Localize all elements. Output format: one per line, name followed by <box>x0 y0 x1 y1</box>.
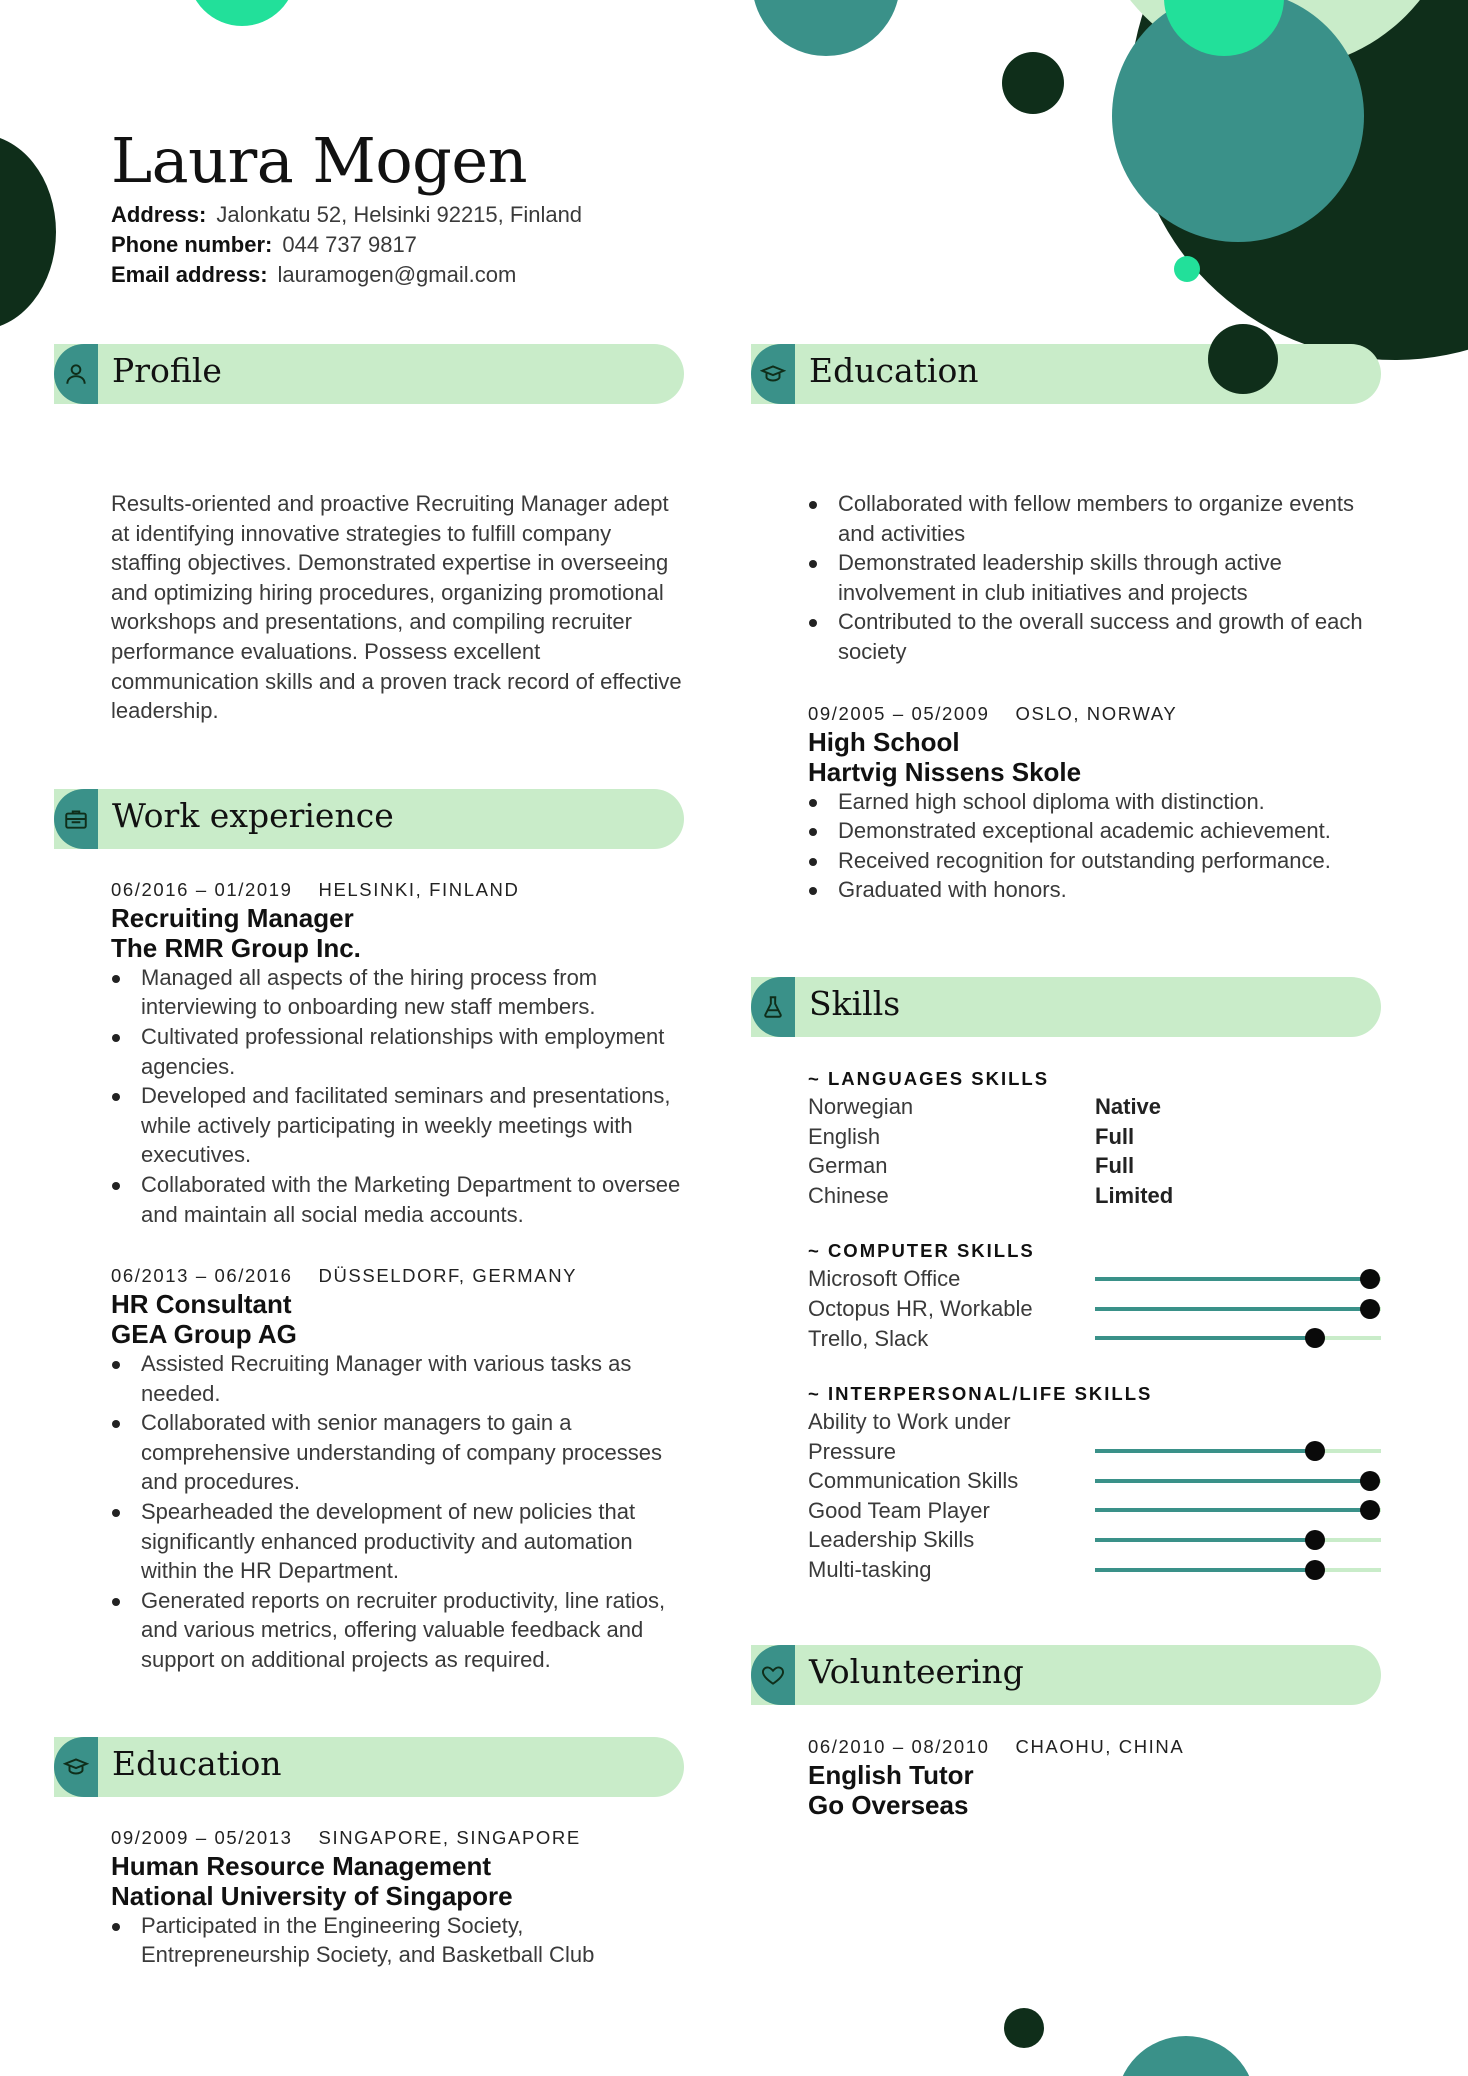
graduation-cap-icon <box>751 344 795 404</box>
email-value: lauramogen@gmail.com <box>277 262 517 287</box>
education-header-left <box>54 1737 684 1797</box>
job-entry <box>111 877 684 1229</box>
language-row <box>808 1092 1381 1122</box>
decor-circle-dark-small-top <box>1002 52 1064 114</box>
edu-dates: 09/2009 – 05/2013 <box>111 1826 293 1848</box>
education-title-right: Education <box>809 351 979 390</box>
volunteer-dates: 06/2010 – 08/2010 <box>808 1735 990 1757</box>
job-company: GEA Group AG <box>111 1319 297 1350</box>
work-title: Work experience <box>112 795 394 835</box>
education-section-right <box>751 344 1381 905</box>
language-level: Native <box>1095 1093 1162 1119</box>
skill-name: Good Team Player <box>808 1497 990 1523</box>
interpersonal-skill-row <box>808 1466 1381 1496</box>
list-item: Assisted Recruiting Manager with various tasks as needed. <box>111 1349 684 1408</box>
computer-skill-row <box>808 1324 1381 1354</box>
language-name: English <box>808 1123 881 1149</box>
skill-level-fill <box>1095 1277 1370 1281</box>
decor-dot-mint <box>1174 256 1200 282</box>
edu-degree: Human Resource Management <box>111 1850 491 1881</box>
volunteering-section <box>751 1645 1381 1820</box>
language-level: Full <box>1095 1153 1135 1179</box>
job-entry <box>111 1263 684 1675</box>
email-label: Email address: <box>111 262 268 287</box>
skill-name: Ability to Work under Pressure <box>808 1409 1011 1464</box>
computer-skill-row <box>808 1264 1381 1294</box>
computer-skill-row <box>808 1294 1381 1324</box>
job-meta <box>111 1263 684 1289</box>
job-bullets <box>111 963 684 1229</box>
edu-location: OSLO, NORWAY <box>1015 702 1178 724</box>
contact-email <box>111 260 582 290</box>
edu-school: Hartvig Nissens Skole <box>808 756 1082 787</box>
job-role: Recruiting Manager <box>111 902 354 933</box>
list-item: Earned high school diploma with distinction. <box>808 787 1381 817</box>
education-section-left <box>54 1737 684 1970</box>
language-row <box>808 1122 1381 1152</box>
contact-phone <box>111 230 582 260</box>
skills-header <box>751 977 1381 1037</box>
skill-level-bar <box>1095 1449 1382 1453</box>
left-column <box>54 344 684 1970</box>
profile-section <box>54 344 684 726</box>
skill-level-bar <box>1095 1508 1382 1512</box>
volunteer-meta <box>808 1734 1381 1760</box>
skill-level-knob <box>1360 1471 1380 1491</box>
edu-location: SINGAPORE, SINGAPORE <box>318 1826 581 1848</box>
edu-school: National University of Singapore <box>111 1880 513 1911</box>
skill-level-bar <box>1095 1479 1382 1483</box>
language-level: Limited <box>1095 1182 1174 1208</box>
list-item: Generated reports on recruiter productivity, line ratios, and various metrics, offering valuable feedback and support on additional projects as required. <box>111 1586 684 1675</box>
language-name: Norwegian <box>808 1093 914 1119</box>
volunteer-role: English Tutor <box>808 1759 974 1790</box>
language-name: Chinese <box>808 1182 889 1208</box>
skills-title: Skills <box>809 983 901 1023</box>
profile-body <box>54 404 684 726</box>
contact-address <box>111 200 582 230</box>
education-title-left: Education <box>112 1743 282 1783</box>
decor-dot-dark-bottom <box>1004 2008 1044 2048</box>
skill-level-fill <box>1095 1568 1316 1572</box>
skill-level-bar <box>1095 1538 1382 1542</box>
interpersonal-skill-row <box>808 1496 1381 1526</box>
phone-label: Phone number: <box>111 232 273 257</box>
list-item: Managed all aspects of the hiring process from interviewing to onboarding new staff members. <box>111 963 684 1022</box>
list-item: Demonstrated leadership skills through active involvement in club initiatives and projects <box>808 548 1381 607</box>
skill-level-bar <box>1095 1568 1382 1572</box>
list-item: Cultivated professional relationships with employment agencies. <box>111 1022 684 1081</box>
list-item: Demonstrated exceptional academic achievement. <box>808 816 1381 846</box>
job-dates: 06/2016 – 01/2019 <box>111 878 293 900</box>
job-location: DÜSSELDORF, GERMANY <box>318 1265 578 1287</box>
volunteer-location: CHAOHU, CHINA <box>1015 1735 1185 1757</box>
right-column <box>751 344 1381 1820</box>
heart-icon <box>751 1645 795 1705</box>
skill-level-knob <box>1360 1500 1380 1520</box>
skill-level-knob <box>1305 1530 1325 1550</box>
education-header-right <box>751 344 1381 404</box>
phone-value: 044 737 9817 <box>282 232 417 257</box>
skill-name: Leadership Skills <box>808 1527 975 1553</box>
skill-name: Octopus HR, Workable <box>808 1295 1033 1321</box>
profile-text: Results-oriented and proactive Recruiting Manager adept at identifying innovative strategies to fulfill company staffing objectives. Demonstrated expertise in overseeing and optimizing hiring procedures, organizing promotional workshops and presentations, and compiling recruiter performance evaluations. Possess excellent communication skills and a proven track record of effective leadership. <box>111 491 682 724</box>
language-row <box>808 1181 1381 1211</box>
work-body <box>54 849 684 1675</box>
volunteering-header <box>751 1645 1381 1705</box>
language-level: Full <box>1095 1123 1135 1149</box>
work-section <box>54 789 684 1675</box>
edu-meta <box>111 1825 684 1851</box>
edu-intro-bullets <box>808 489 1381 667</box>
skill-level-fill <box>1095 1449 1316 1453</box>
graduation-cap-icon <box>54 1737 98 1797</box>
list-item: Received recognition for outstanding performance. <box>808 846 1381 876</box>
contact-block <box>111 200 582 290</box>
list-item: Contributed to the overall success and growth of each society <box>808 607 1381 666</box>
decor-circle-mint-top-left <box>188 0 296 26</box>
computer-heading: ~ COMPUTER SKILLS <box>808 1240 1035 1262</box>
skill-level-knob <box>1360 1269 1380 1289</box>
profile-header <box>54 344 684 404</box>
skill-level-knob <box>1305 1328 1325 1348</box>
language-row <box>808 1151 1381 1181</box>
job-role: HR Consultant <box>111 1289 292 1320</box>
education-body-left <box>54 1797 684 1970</box>
edu-dates: 09/2005 – 05/2009 <box>808 702 990 724</box>
interpersonal-skill-row <box>808 1525 1381 1555</box>
education-body-right <box>751 404 1381 905</box>
skill-level-bar <box>1095 1336 1382 1340</box>
languages-heading: ~ LANGUAGES SKILLS <box>808 1067 1050 1089</box>
list-item: Graduated with honors. <box>808 875 1381 905</box>
edu-bullets <box>111 1911 684 1970</box>
briefcase-icon <box>54 789 98 849</box>
address-value: Jalonkatu 52, Helsinki 92215, Finland <box>216 202 583 227</box>
decor-circle-teal-top <box>752 0 900 56</box>
list-item: Developed and facilitated seminars and presentations, while actively participating in weekly meetings with executives. <box>111 1081 684 1170</box>
skills-section <box>751 977 1381 1585</box>
flask-icon <box>751 977 795 1037</box>
edu-degree: High School <box>808 726 960 757</box>
skills-body <box>751 1037 1381 1585</box>
job-bullets <box>111 1349 684 1675</box>
volunteering-body <box>751 1705 1381 1820</box>
skill-level-fill <box>1095 1508 1370 1512</box>
decor-circle-teal-bottom <box>1116 2036 1256 2076</box>
decor-circle-dark-education <box>1208 324 1278 394</box>
list-item: Spearheaded the development of new policies that significantly enhanced productivity and automation within the HR Department. <box>111 1497 684 1586</box>
interpersonal-heading: ~ INTERPERSONAL/LIFE SKILLS <box>808 1383 1153 1405</box>
skill-level-fill <box>1095 1479 1370 1483</box>
list-item: Collaborated with senior managers to gain a comprehensive understanding of company processes and procedures. <box>111 1408 684 1497</box>
skill-level-fill <box>1095 1336 1316 1340</box>
skill-level-knob <box>1305 1560 1325 1580</box>
skill-level-fill <box>1095 1538 1316 1542</box>
volunteering-title: Volunteering <box>809 1651 1024 1691</box>
job-meta <box>111 877 684 903</box>
job-dates: 06/2013 – 06/2016 <box>111 1265 293 1287</box>
job-company: The RMR Group Inc. <box>111 932 361 963</box>
skill-level-bar <box>1095 1307 1382 1311</box>
skill-level-bar <box>1095 1277 1382 1281</box>
skill-level-fill <box>1095 1307 1370 1311</box>
skill-level-knob <box>1360 1299 1380 1319</box>
skill-level-knob <box>1305 1441 1325 1461</box>
profile-title: Profile <box>112 351 222 390</box>
list-item: Collaborated with fellow members to organize events and activities <box>808 489 1381 548</box>
list-item: Collaborated with the Marketing Department to oversee and maintain all social media accounts. <box>111 1170 684 1229</box>
skill-name: Multi-tasking <box>808 1557 932 1583</box>
address-label: Address: <box>111 202 207 227</box>
person-icon <box>54 344 98 404</box>
skill-name: Trello, Slack <box>808 1325 929 1351</box>
edu-meta <box>808 701 1381 727</box>
language-name: German <box>808 1153 888 1179</box>
volunteer-org: Go Overseas <box>808 1789 969 1820</box>
skill-name: Communication Skills <box>808 1468 1019 1494</box>
decor-circle-dark-left <box>0 134 56 330</box>
edu-entry <box>808 701 1381 905</box>
resume-name: Laura Mogen <box>111 124 527 197</box>
skill-name: Microsoft Office <box>808 1266 961 1292</box>
job-location: HELSINKI, FINLAND <box>318 878 520 900</box>
interpersonal-skill-row <box>808 1407 1381 1466</box>
interpersonal-skill-row <box>808 1555 1381 1585</box>
edu-bullets <box>808 787 1381 905</box>
work-header <box>54 789 684 849</box>
list-item: Participated in the Engineering Society, Entrepreneurship Society, and Basketball Club <box>111 1911 684 1970</box>
